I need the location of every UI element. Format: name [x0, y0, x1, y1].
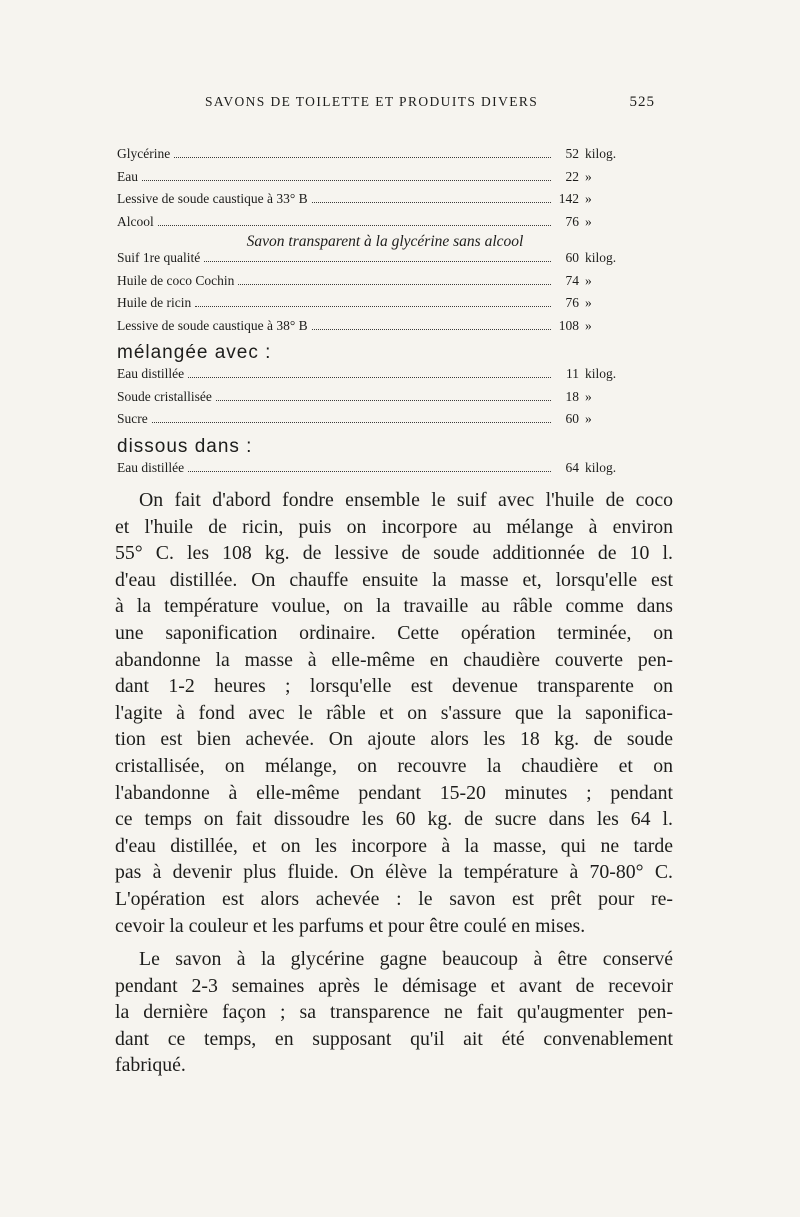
quantity-value: 142: [558, 191, 579, 206]
ingredient-list-solvent: [117, 460, 657, 483]
ingredient-row: [117, 295, 657, 318]
quantity-unit: kilog.: [585, 146, 617, 161]
text-line: fabriqué.: [115, 1054, 186, 1077]
ingredient-quantity: [557, 389, 657, 405]
quantity-unit: »: [585, 295, 592, 310]
ingredient-row: [117, 273, 657, 296]
text-line: l'agite à fond avec le râble et on s'assure que la saponifica-: [115, 701, 673, 724]
recipe-subheading: Savon transparent à la glycérine sans alcool: [246, 233, 524, 250]
page-number: 525: [629, 94, 655, 110]
dot-leader: [312, 202, 551, 203]
ingredient-name: Glycérine: [117, 146, 171, 161]
text-line: tion est bien achevée. On ajoute alors les 18 kg. de soude: [115, 728, 673, 751]
ingredient-row: [117, 169, 657, 192]
ingredient-row: [117, 191, 657, 214]
quantity-value: 60: [565, 250, 579, 265]
ingredient-name: Lessive de soude caustique à 33° B: [117, 191, 308, 206]
ingredient-name: Lessive de soude caustique à 38° B: [117, 317, 308, 333]
dot-leader: [174, 157, 551, 158]
text-line: la dernière façon ; sa transparence ne fait qu'augmenter pen-: [115, 1001, 673, 1024]
ingredient-list-mixture: [117, 366, 657, 434]
text-line: d'eau distillée. On chauffe ensuite la masse et, lorsqu'elle est: [115, 568, 673, 591]
dot-leader: [195, 306, 551, 307]
quantity-unit: »: [585, 388, 592, 404]
text-line: L'opération est alors achevée : le savon est prêt pour re-: [115, 887, 673, 910]
text-line: pendant 2-3 semaines après le démisage et avant de recevoir: [115, 974, 673, 997]
quantity-value: 108: [558, 317, 579, 333]
quantity-value: 74: [565, 272, 579, 288]
quantity-unit: »: [585, 213, 592, 229]
ingredient-name: Alcool: [117, 213, 154, 229]
ingredient-quantity: [557, 273, 657, 289]
dot-leader: [204, 261, 551, 262]
running-title: SAVONS DE TOILETTE ET PRODUITS DIVERS: [205, 94, 539, 109]
text-line: On fait d'abord fondre ensemble le suif avec l'huile de coco: [139, 489, 673, 511]
ingredient-row: [117, 389, 657, 412]
ingredient-name: Eau: [117, 168, 138, 184]
ingredient-row: [117, 411, 657, 434]
ingredient-row: [117, 366, 657, 389]
running-header: [115, 94, 655, 118]
procedure-paragraph: [115, 487, 673, 939]
quantity-value: 76: [565, 295, 579, 310]
text-line: à la température voulue, on la travaille au râble comme dans: [115, 595, 673, 618]
text-line: pas à devenir plus fluide. On élève la température à 70-80° C.: [115, 861, 673, 884]
quantity-unit: »: [585, 191, 592, 206]
dot-leader: [312, 329, 551, 330]
ingredient-quantity: [557, 146, 657, 162]
ingredient-row: [117, 460, 657, 483]
ingredient-quantity: [557, 295, 657, 311]
text-line: abandonne la masse à elle-même en chaudière couverte pen-: [115, 648, 673, 671]
text-line: d'eau distillée, et on les incorpore à la masse, qui ne tarde: [115, 834, 673, 857]
quantity-unit: kilog.: [585, 250, 617, 265]
ingredient-name: Huile de ricin: [117, 295, 192, 310]
ingredient-quantity: [557, 366, 657, 382]
storage-paragraph: [115, 946, 673, 1079]
quantity-value: 18: [565, 388, 579, 404]
quantity-unit: »: [585, 317, 592, 333]
ingredient-row: [117, 146, 657, 169]
text-line: dant ce temps, en supposant qu'il ait été convenablement: [115, 1027, 673, 1050]
quantity-unit: »: [585, 168, 592, 184]
dot-leader: [158, 225, 551, 226]
ingredient-quantity: [557, 191, 657, 207]
dot-leader: [216, 400, 551, 401]
quantity-value: 76: [565, 213, 579, 229]
ingredient-name: Eau distillée: [117, 366, 185, 381]
ingredient-quantity: [557, 318, 657, 334]
ingredient-quantity: [557, 411, 657, 427]
text-line: une saponification ordinaire. Cette opération terminée, on: [115, 621, 673, 644]
text-line: 55° C. les 108 kg. de lessive de soude additionnée de 10 l.: [115, 542, 673, 565]
text-line: cristallisée, on mélange, on recouvre la chaudière et on: [115, 754, 673, 777]
text-line: et l'huile de ricin, puis on incorpore au mélange à environ: [115, 515, 673, 538]
ingredient-row: [117, 250, 657, 273]
dot-leader: [188, 377, 551, 378]
ingredient-quantity: [557, 460, 657, 476]
ingredient-quantity: [557, 169, 657, 185]
text-line: dant 1-2 heures ; lorsqu'elle est devenue transparente on: [115, 675, 673, 698]
dot-leader: [152, 422, 551, 423]
quantity-unit: »: [585, 411, 592, 426]
text-line: cevoir la couleur et les parfums et pour être coulé en mises.: [115, 914, 586, 937]
ingredient-name: Eau distillée: [117, 460, 185, 475]
quantity-value: 52: [565, 146, 579, 161]
dot-leader: [238, 284, 551, 285]
quantity-unit: »: [585, 272, 592, 288]
quantity-value: 64: [565, 460, 579, 475]
ingredient-name: Soude cristallisée: [117, 388, 212, 404]
mixed-with-heading: mélangée avec :: [117, 342, 272, 363]
quantity-value: 60: [565, 411, 579, 426]
quantity-unit: kilog.: [585, 460, 617, 475]
quantity-value: 11: [566, 366, 579, 381]
dissolved-in-heading: dissous dans :: [117, 436, 253, 457]
quantity-unit: kilog.: [585, 366, 617, 381]
dot-leader: [142, 180, 551, 181]
text-line: l'abandonne à elle-même pendant 15-20 minutes ; pendant: [115, 781, 673, 804]
ingredient-quantity: [557, 250, 657, 266]
ingredient-quantity: [557, 214, 657, 230]
text-line: ce temps on fait dissoudre les 60 kg. de sucre dans les 64 l.: [115, 808, 673, 831]
ingredient-list-transparent-soap: [117, 250, 657, 340]
ingredient-row: [117, 318, 657, 341]
ingredient-name: Huile de coco Cochin: [117, 272, 235, 288]
quantity-value: 22: [565, 168, 579, 184]
ingredient-name: Sucre: [117, 411, 148, 426]
ingredient-list-glycerine-soap: [117, 146, 657, 236]
text-line: Le savon à la glycérine gagne beaucoup à être conservé: [139, 948, 673, 970]
ingredient-name: Suif 1re qualité: [117, 250, 201, 265]
dot-leader: [188, 471, 551, 472]
